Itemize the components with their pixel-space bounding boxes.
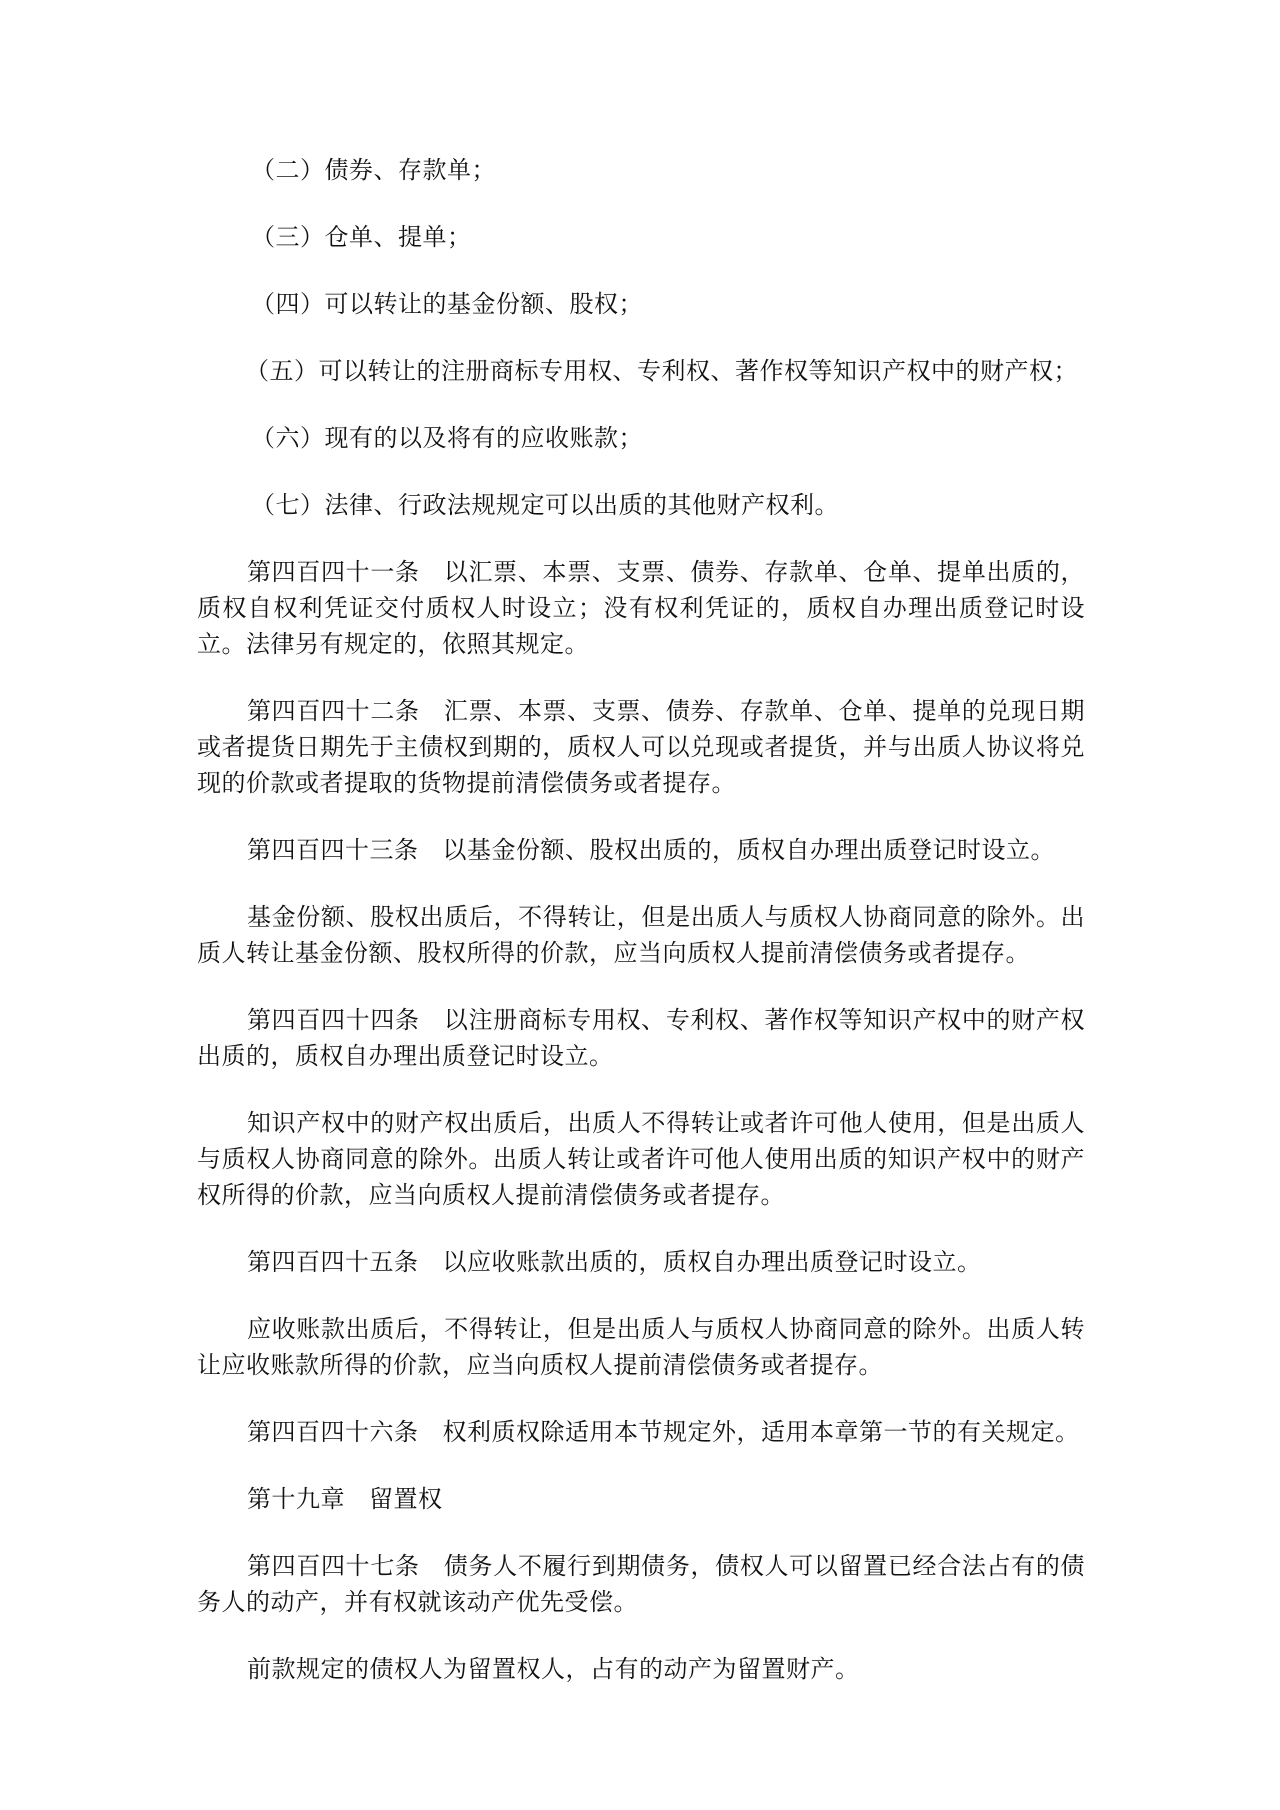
article-444-clause-2: 知识产权中的财产权出质后，出质人不得转让或者许可他人使用，但是出质人与质权人协商同意的除外。出质人转让或者许可他人使用出质的知识产权中的财产权所得的价款，应当向质权人提前清偿债务或者提存。 — [197, 1109, 1085, 1209]
list-item: （三）仓单、提单； — [251, 223, 472, 251]
chapter-heading — [197, 1481, 1085, 1517]
article-443 — [197, 832, 1085, 868]
article-444 — [197, 1002, 1085, 1074]
article-number: 第四百四十六条 — [247, 1418, 419, 1446]
document-body — [197, 152, 1085, 1718]
article-number: 第四百四十七条 — [247, 1552, 420, 1580]
article-number: 第四百四十四条 — [247, 1006, 420, 1034]
list-item: （六）现有的以及将有的应收账款； — [251, 424, 643, 452]
article-442 — [197, 693, 1085, 801]
list-item: （七）法律、行政法规规定可以出质的其他财产权利。 — [251, 491, 839, 519]
chapter-number: 第十九章 — [247, 1485, 345, 1513]
article-443-clause-2: 基金份额、股权出质后，不得转让，但是出质人与质权人协商同意的除外。出质人转让基金份额、股权所得的价款，应当向质权人提前清偿债务或者提存。 — [197, 903, 1085, 967]
chapter-title: 留置权 — [369, 1485, 443, 1513]
article-number: 第四百四十三条 — [247, 836, 419, 864]
article-text: 汇票、本票、支票、债券、存款单、仓单、提单的兑现日期或者提货日期先于主债权到期的，质权人可以兑现或者提货，并与出质人协议将兑现的价款或者提取的货物提前清偿债务或者提存。 — [197, 697, 1086, 797]
article-number: 第四百四十二条 — [247, 697, 420, 725]
article-441 — [197, 554, 1085, 662]
article-text: 以基金份额、股权出质的，质权自办理出质登记时设立。 — [442, 836, 1055, 864]
article-447 — [197, 1548, 1085, 1620]
article-text: 以汇票、本票、支票、债券、存款单、仓单、提单出质的，质权自权利凭证交付质权人时设立；没有权利凭证的，质权自办理出质登记时设立。法律另有规定的，依照其规定。 — [197, 558, 1086, 658]
article-445 — [197, 1244, 1085, 1280]
article-447-clause-2: 前款规定的债权人为留置权人，占有的动产为留置财产。 — [247, 1655, 860, 1683]
article-446 — [197, 1414, 1085, 1450]
article-text: 债务人不履行到期债务，债权人可以留置已经合法占有的债务人的动产，并有权就该动产优先受偿。 — [197, 1552, 1086, 1616]
list-item: （四）可以转让的基金份额、股权； — [251, 290, 643, 318]
article-number: 第四百四十五条 — [247, 1248, 419, 1276]
list-item: （五）可以转让的注册商标专用权、专利权、著作权等知识产权中的财产权； — [245, 357, 1078, 385]
article-number: 第四百四十一条 — [247, 558, 420, 586]
list-item: （二）债券、存款单； — [251, 156, 496, 184]
article-text: 以注册商标专用权、专利权、著作权等知识产权中的财产权出质的，质权自办理出质登记时设立。 — [197, 1006, 1086, 1070]
article-text: 权利质权除适用本节规定外，适用本章第一节的有关规定。 — [442, 1418, 1080, 1446]
article-text: 以应收账款出质的，质权自办理出质登记时设立。 — [442, 1248, 982, 1276]
article-445-clause-2: 应收账款出质后，不得转让，但是出质人与质权人协商同意的除外。出质人转让应收账款所得的价款，应当向质权人提前清偿债务或者提存。 — [197, 1315, 1085, 1379]
